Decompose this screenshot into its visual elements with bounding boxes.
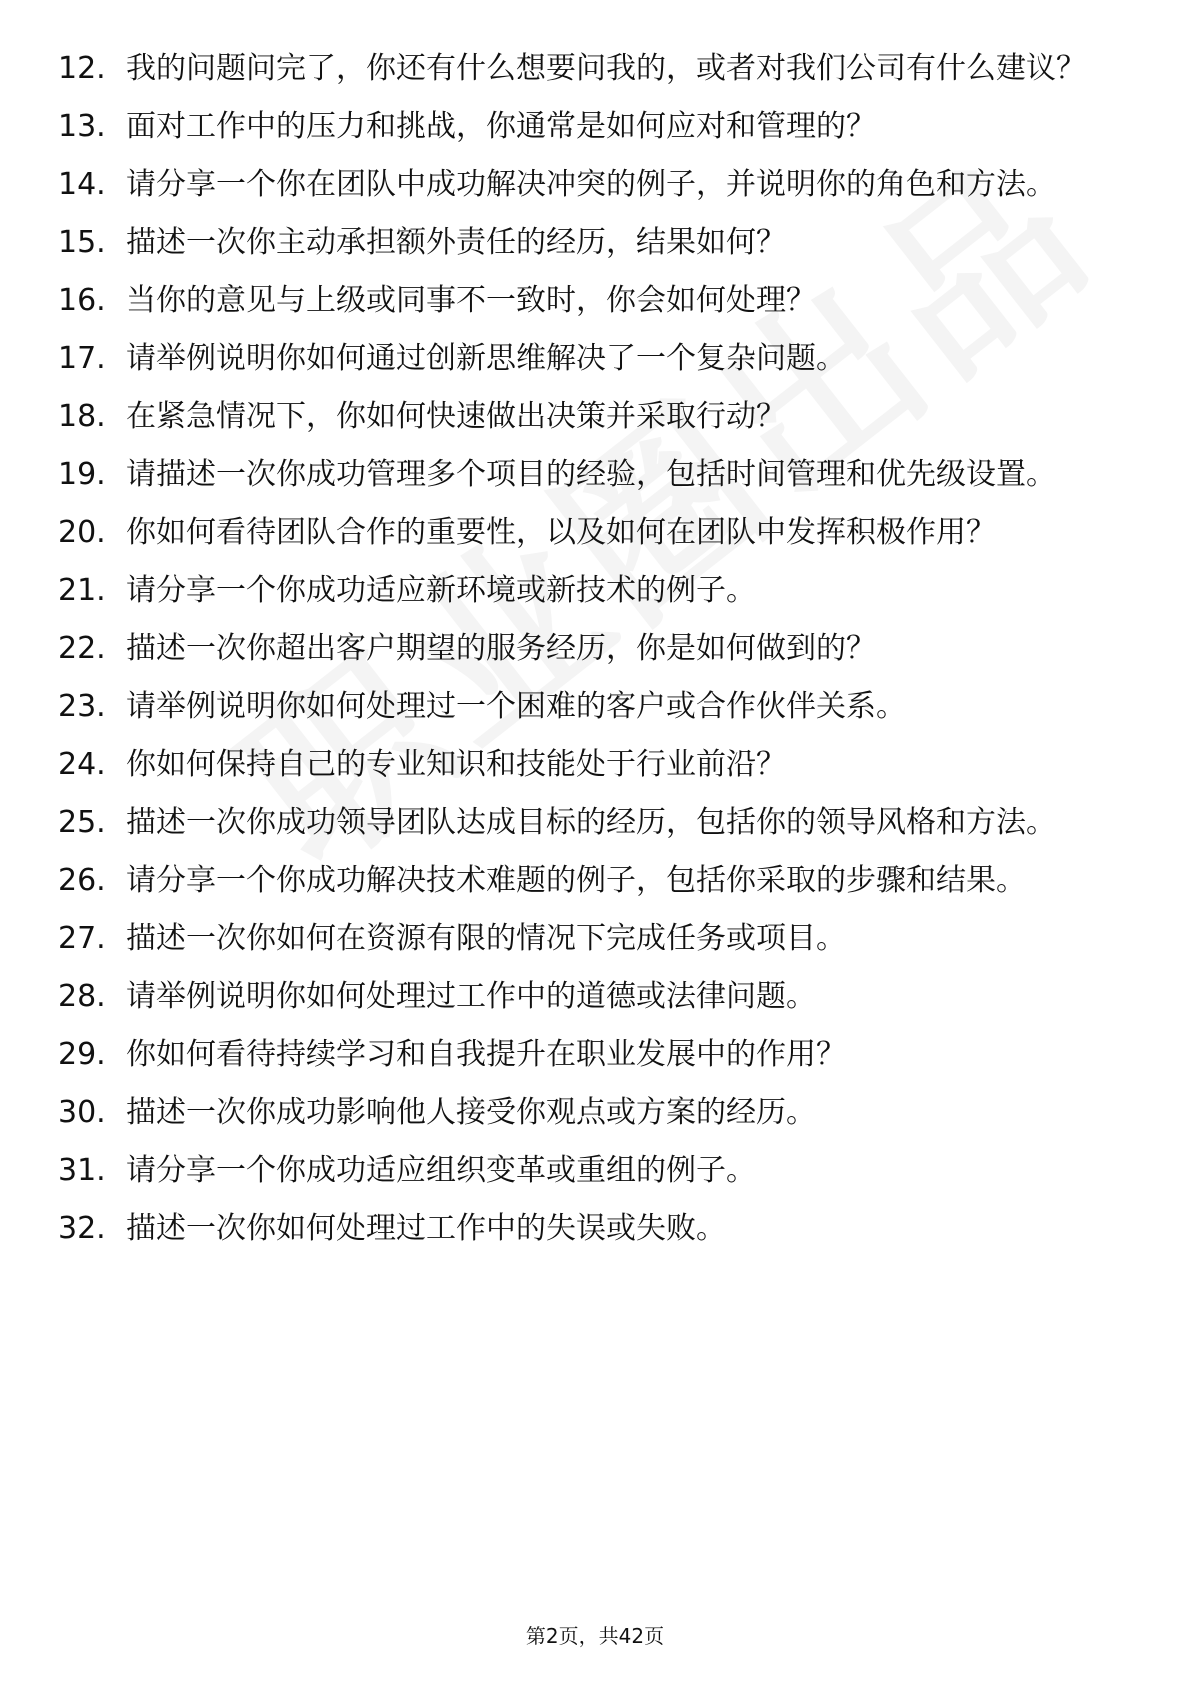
item-number: 22.: [58, 631, 106, 666]
item-number: 23.: [58, 689, 106, 724]
list-item: [58, 106, 1118, 148]
item-text: 请分享一个你在团队中成功解决冲突的例子，并说明你的角色和方法。: [126, 167, 1056, 202]
list-item: [58, 686, 1118, 728]
item-text: 请描述一次你成功管理多个项目的经验，包括时间管理和优先级设置。: [126, 457, 1056, 492]
item-number: 19.: [58, 457, 106, 492]
page-number-footer: 第2页，共42页: [525, 1624, 665, 1648]
item-number: 21.: [58, 573, 106, 608]
list-item: [58, 918, 1118, 960]
item-number: 31.: [58, 1153, 106, 1188]
list-item: [58, 802, 1118, 844]
item-text: 你如何保持自己的专业知识和技能处于行业前沿？: [126, 747, 786, 782]
item-text: 描述一次你主动承担额外责任的经历，结果如何？: [126, 225, 786, 260]
item-number: 30.: [58, 1095, 106, 1130]
item-number: 25.: [58, 805, 106, 840]
list-item: [58, 1092, 1118, 1134]
item-text: 描述一次你如何处理过工作中的失误或失败。: [126, 1211, 726, 1246]
item-text: 描述一次你成功影响他人接受你观点或方案的经历。: [126, 1095, 816, 1130]
item-text: 描述一次你超出客户期望的服务经历，你是如何做到的？: [126, 631, 876, 666]
list-item: [58, 976, 1118, 1018]
item-number: 28.: [58, 979, 106, 1014]
item-number: 12.: [58, 51, 106, 86]
item-number: 16.: [58, 283, 106, 318]
item-text: 请举例说明你如何通过创新思维解决了一个复杂问题。: [126, 341, 846, 376]
list-item: [58, 454, 1118, 496]
item-number: 27.: [58, 921, 106, 956]
item-text: 当你的意见与上级或同事不一致时，你会如何处理？: [126, 283, 816, 318]
list-item: [58, 1034, 1118, 1076]
item-text: 我的问题问完了，你还有什么想要问我的，或者对我们公司有什么建议？: [126, 51, 1086, 86]
item-text: 你如何看待团队合作的重要性，以及如何在团队中发挥积极作用？: [126, 515, 996, 550]
list-item: [58, 1208, 1118, 1250]
item-text: 面对工作中的压力和挑战，你通常是如何应对和管理的？: [126, 109, 876, 144]
item-text: 请举例说明你如何处理过一个困难的客户或合作伙伴关系。: [126, 689, 906, 724]
item-number: 13.: [58, 109, 106, 144]
item-number: 32.: [58, 1211, 106, 1246]
question-list: [58, 48, 1118, 1266]
item-number: 24.: [58, 747, 106, 782]
list-item: [58, 1150, 1118, 1192]
item-number: 29.: [58, 1037, 106, 1072]
list-item: [58, 164, 1118, 206]
item-text: 请举例说明你如何处理过工作中的道德或法律问题。: [126, 979, 816, 1014]
item-number: 15.: [58, 225, 106, 260]
item-number: 17.: [58, 341, 106, 376]
item-text: 你如何看待持续学习和自我提升在职业发展中的作用？: [126, 1037, 846, 1072]
item-text: 描述一次你如何在资源有限的情况下完成任务或项目。: [126, 921, 846, 956]
list-item: [58, 512, 1118, 554]
list-item: [58, 338, 1118, 380]
list-item: [58, 48, 1118, 90]
item-text: 请分享一个你成功适应新环境或新技术的例子。: [126, 573, 756, 608]
list-item: [58, 860, 1118, 902]
item-number: 14.: [58, 167, 106, 202]
list-item: [58, 280, 1118, 322]
item-text: 在紧急情况下，你如何快速做出决策并采取行动？: [126, 399, 786, 434]
list-item: [58, 628, 1118, 670]
list-item: [58, 396, 1118, 438]
list-item: [58, 744, 1118, 786]
list-item: [58, 570, 1118, 612]
item-text: 请分享一个你成功适应组织变革或重组的例子。: [126, 1153, 756, 1188]
item-number: 18.: [58, 399, 106, 434]
list-item: [58, 222, 1118, 264]
item-text: 描述一次你成功领导团队达成目标的经历，包括你的领导风格和方法。: [126, 805, 1056, 840]
item-number: 20.: [58, 515, 106, 550]
item-text: 请分享一个你成功解决技术难题的例子，包括你采取的步骤和结果。: [126, 863, 1026, 898]
item-number: 26.: [58, 863, 106, 898]
